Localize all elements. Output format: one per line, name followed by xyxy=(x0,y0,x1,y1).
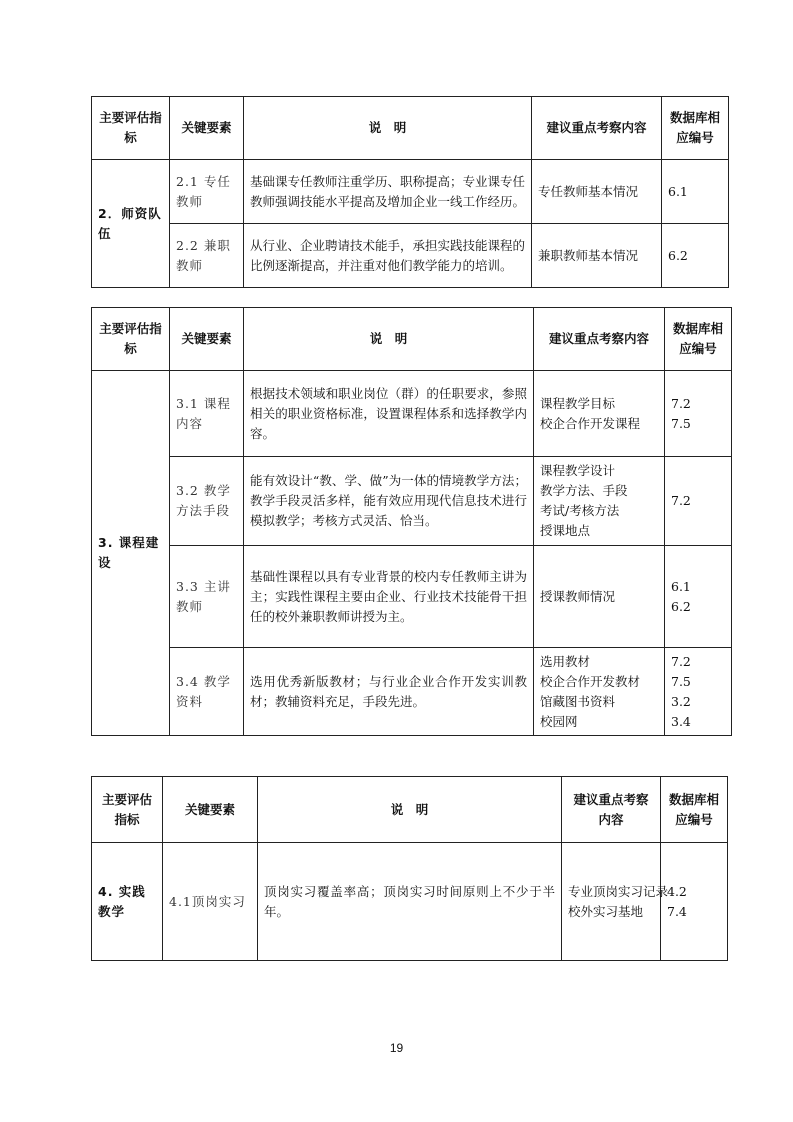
code-item: 7.2 xyxy=(671,493,691,508)
code-item: 7.5 xyxy=(671,415,691,431)
header-indicator: 主要评估指标 xyxy=(92,97,170,160)
focus-item: 校外实习基地 xyxy=(568,903,644,919)
description-cell: 能有效设计“教、学、做”为一体的情境教学方法；教学手段灵活多样，能有效应用现代信息技术进行模拟教学；考核方式灵活、恰当。 xyxy=(244,457,534,546)
focus-item: 授课地点 xyxy=(540,523,591,538)
header-indicator: 主要评估指标 xyxy=(92,308,170,371)
header-codes: 数据库相应编号 xyxy=(665,308,732,371)
focus-item: 课程教学目标 xyxy=(540,395,616,411)
focus-item: 课程教学设计 xyxy=(540,463,616,478)
element-cell: 4.1顶岗实习 xyxy=(163,843,258,961)
focus-item: 校企合作开发教材 xyxy=(540,673,641,689)
header-description: 说 明 xyxy=(258,777,562,843)
indicator-cell: 4. 实践教学 xyxy=(92,843,163,961)
focus-item: 授课教师情况 xyxy=(540,588,616,604)
header-indicator: 主要评估指标 xyxy=(92,777,163,843)
focus-item: 选用教材 xyxy=(540,653,591,669)
codes-cell xyxy=(665,546,732,648)
header-row xyxy=(92,308,732,371)
focus-item: 馆藏图书资料 xyxy=(540,693,616,709)
focus-item: 校园网 xyxy=(540,713,578,729)
code-item: 6.2 xyxy=(668,247,688,263)
header-description: 说 明 xyxy=(244,308,534,371)
codes-cell xyxy=(662,224,729,288)
codes-cell xyxy=(662,160,729,224)
focus-item: 校企合作开发课程 xyxy=(540,415,641,431)
table-row xyxy=(92,457,732,546)
table-row xyxy=(92,371,732,457)
indicator-cell: 3. 课程建设 xyxy=(92,371,170,736)
codes-cell xyxy=(661,843,728,961)
focus-item: 教学方法、手段 xyxy=(540,483,628,498)
header-row xyxy=(92,97,729,160)
codes-cell xyxy=(665,457,732,546)
description-cell: 从行业、企业聘请技术能手，承担实践技能课程的比例逐渐提高，并注重对他们教学能力的培训。 xyxy=(244,224,532,288)
header-codes: 数据库相应编号 xyxy=(662,97,729,160)
element-cell: 3.4 教学资料 xyxy=(170,648,244,736)
header-description: 说 明 xyxy=(244,97,532,160)
code-item: 7.4 xyxy=(667,903,687,919)
code-item: 7.2 xyxy=(671,653,691,669)
header-codes: 数据库相应编号 xyxy=(661,777,728,843)
focus-item: 兼职教师基本情况 xyxy=(538,247,639,263)
focus-cell xyxy=(534,371,665,457)
focus-cell xyxy=(532,160,662,224)
element-cell: 3.3 主讲教师 xyxy=(170,546,244,648)
code-item: 6.1 xyxy=(668,183,688,199)
header-focus: 建议重点考察内容 xyxy=(534,308,665,371)
header-focus: 建议重点考察内容 xyxy=(562,777,661,843)
description-cell: 顶岗实习覆盖率高；顶岗实习时间原则上不少于半年。 xyxy=(258,843,562,961)
indicator-cell: 2．师资队伍 xyxy=(92,160,170,288)
codes-cell xyxy=(665,648,732,736)
header-row xyxy=(92,777,728,843)
table-practice xyxy=(91,776,728,961)
element-cell: 2.2 兼职教师 xyxy=(170,224,244,288)
focus-cell xyxy=(534,648,665,736)
page-number: 19 xyxy=(389,1041,404,1055)
focus-cell xyxy=(532,224,662,288)
element-cell: 2.1 专任教师 xyxy=(170,160,244,224)
focus-item: 专业顶岗实习记录 xyxy=(568,883,669,899)
code-item: 7.2 xyxy=(671,395,691,411)
header-element: 关键要素 xyxy=(163,777,258,843)
table-row xyxy=(92,648,732,736)
code-item: 4.2 xyxy=(667,883,687,899)
description-cell: 基础课专任教师注重学历、职称提高；专业课专任教师强调技能水平提高及增加企业一线工作经历。 xyxy=(244,160,532,224)
description-cell: 选用优秀新版教材；与行业企业合作开发实训教材；教辅资料充足，手段先进。 xyxy=(244,648,534,736)
code-item: 3.4 xyxy=(671,713,691,729)
focus-item: 专任教师基本情况 xyxy=(538,183,639,199)
table-row xyxy=(92,160,729,224)
focus-cell xyxy=(562,843,669,961)
header-element: 关键要素 xyxy=(170,97,244,160)
code-item: 6.2 xyxy=(671,598,691,614)
table-row xyxy=(92,546,732,648)
focus-item: 考试/考核方法 xyxy=(540,503,620,518)
code-item: 3.2 xyxy=(671,693,691,709)
header-focus: 建议重点考察内容 xyxy=(532,97,662,160)
description-cell: 根据技术领域和职业岗位（群）的任职要求，参照相关的职业资格标准，设置课程体系和选择教学内容。 xyxy=(244,371,534,457)
codes-cell xyxy=(665,371,732,457)
description-cell: 基础性课程以具有专业背景的校内专任教师主讲为主；实践性课程主要由企业、行业技术技能骨干担任的校外兼职教师讲授为主。 xyxy=(244,546,534,648)
focus-cell xyxy=(534,546,665,648)
table-row xyxy=(92,843,728,961)
table-teachers xyxy=(91,96,729,288)
code-item: 7.5 xyxy=(671,673,691,689)
table-curriculum xyxy=(91,307,732,736)
element-cell: 3.2 教学方法手段 xyxy=(170,457,244,546)
focus-cell xyxy=(534,457,665,546)
table-row xyxy=(92,224,729,288)
code-item: 6.1 xyxy=(671,578,691,594)
header-element: 关键要素 xyxy=(170,308,244,371)
element-cell: 3.1 课程内容 xyxy=(170,371,244,457)
